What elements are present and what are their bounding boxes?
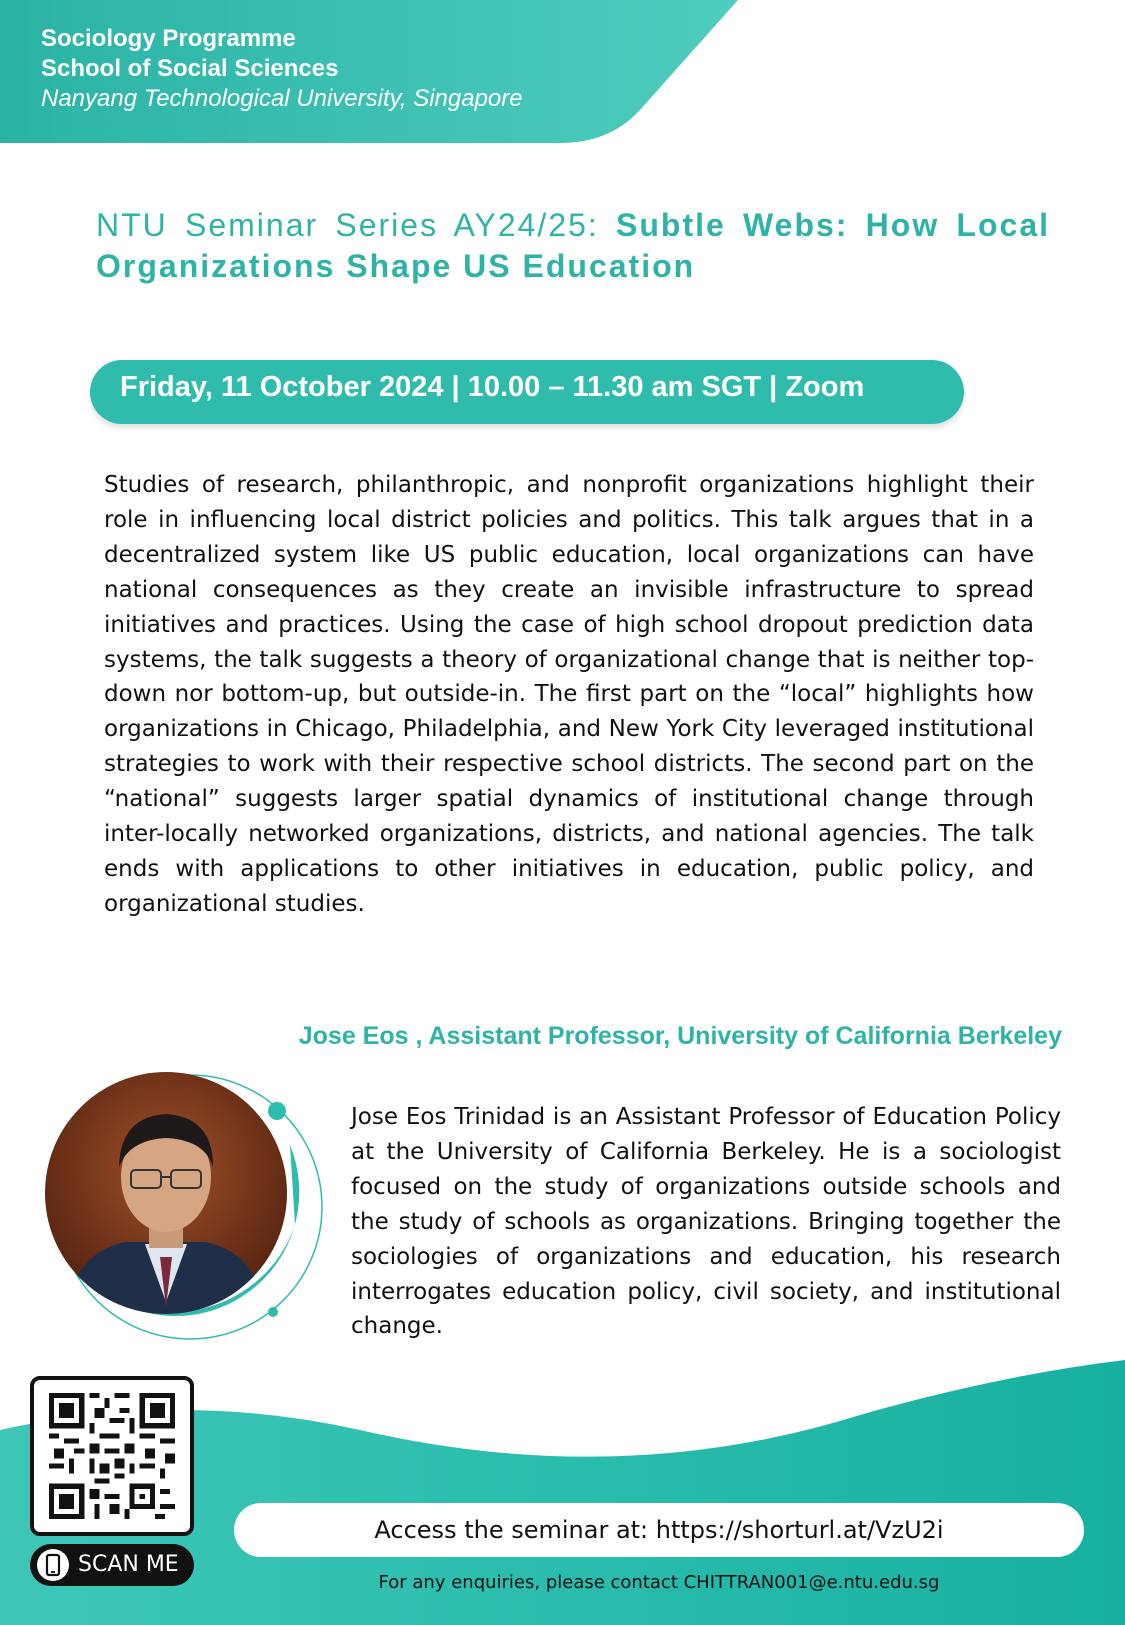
- speaker-photo: [45, 1072, 287, 1314]
- header-text: [41, 24, 523, 114]
- speaker-bio: Jose Eos Trinidad is an Assistant Professor of Education Policy at the University of California Berkeley. He is a sociologist focused on the study of organizations outside schools and the study of schools as organizations. Bringing together the sociologies of organizations and education, his research interrogates education policy, civil society, and institutional change.: [351, 1104, 1061, 1340]
- title-bold: Subtle Webs: How Local Organizations Shape US Education: [96, 207, 1050, 284]
- programme-name: Sociology Programme: [41, 25, 296, 52]
- university-name: Nanyang Technological University, Singapore: [41, 85, 523, 112]
- qr-code-icon: [49, 1393, 175, 1519]
- qr-code[interactable]: [30, 1376, 194, 1536]
- enquiry-contact: For any enquiries, please contact CHITTRAN001@e.ntu.edu.sg: [378, 1572, 940, 1593]
- abstract-text: Studies of research, philanthropic, and nonprofit organizations highlight their role in influencing local district policies and politics. This talk argues that in a decentralized system like US public education, local organizations can have national consequences as they create an invisible infrastructure to spread initiatives and practices. Using the case of high school dropout prediction data systems, the talk suggests a theory of organizational change that is neither top-down nor bottom-up, but outside-in. The first part on the “local” highlights how organizations in Chicago, Philadelphia, and New York City leveraged institutional strategies to work with their respective school districts. The second part on the “national” suggests larger spatial dynamics of institutional change through inter-locally networked organizations, districts, and national agencies. The talk ends with applications to other initiatives in education, public policy, and organizational studies.: [104, 472, 1034, 917]
- access-link[interactable]: Access the seminar at: https://shorturl.at/VzU2i: [374, 1516, 944, 1544]
- title-prefix: NTU Seminar Series AY24/25:: [96, 207, 617, 243]
- school-name: School of Social Sciences: [41, 55, 339, 82]
- scan-me-badge: [30, 1544, 194, 1586]
- scan-me-label: SCAN ME: [78, 1552, 179, 1577]
- speaker-heading: Jose Eos , Assistant Professor, University of California Berkeley: [298, 1022, 1062, 1050]
- phone-icon: [36, 1548, 70, 1582]
- seminar-title: [96, 205, 1050, 287]
- event-details: Friday, 11 October 2024 | 10.00 – 11.30 am SGT | Zoom: [120, 371, 865, 403]
